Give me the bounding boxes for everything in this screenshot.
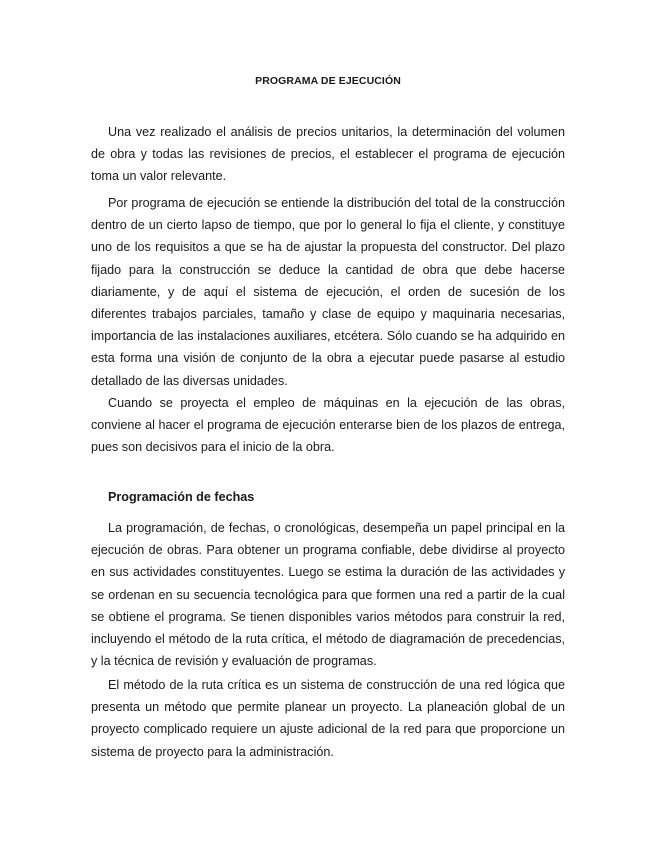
page-title: PROGRAMA DE EJECUCIÓN	[255, 75, 401, 87]
paragraph-critical-path: El método de la ruta crítica es un sistema de construcción de una red lógica que presenta un método que permite planear un proyecto. La planeación global de un proyecto complicado requiere un ajuste adicional de la red para que proporcione un sistema de proyecto para la administración.	[91, 678, 565, 759]
paragraph-scheduling: La programación, de fechas, o cronológicas, desempeña un papel principal en la ejecución de obras. Para obtener un programa confiable, debe dividirse al proyecto en sus actividades constituyentes. Luego se estima la duración de las actividades y se ordenan en su secuencia tecnológica para que formen una red a partir de la cual se obtiene el programa. Se tienen disponibles varios métodos para construir la red, incluyendo el método de la ruta crítica, el método de diagramación de precedencias, y la técnica de revisión y evaluación de programas.	[91, 521, 565, 669]
section-heading: Programación de fechas	[108, 490, 255, 504]
paragraph-machinery: Cuando se proyecta el empleo de máquinas en la ejecución de las obras, conviene al hacer el programa de ejecución enterarse bien de los plazos de entrega, pues son decisivos para el inicio de la obra.	[91, 396, 565, 455]
paragraph-definition: Por programa de ejecución se entiende la distribución del total de la construcción dentro de un cierto lapso de tiempo, que por lo general lo fija el cliente, y constituye uno de los requisitos a que se ha de ajustar la propuesta del constructor. Del plazo fijado para la construcción se deduce la cantidad de obra que debe hacerse diariamente, y de aquí el sistema de ejecución, el orden de sucesión de los diferentes trabajos parciales, tamaño y clase de equipo y maquinaria necesarias, importancia de las instalaciones auxiliares, etcétera. Sólo cuando se ha adquirido en esta forma una visión de conjunto de la obra a ejecutar puede pasarse al estudio detallado de las diversas unidades.	[91, 196, 565, 388]
paragraph-intro: Una vez realizado el análisis de precios unitarios, la determinación del volumen de obra y todas las revisiones de precios, el establecer el programa de ejecución toma un valor relevante.	[91, 125, 565, 184]
